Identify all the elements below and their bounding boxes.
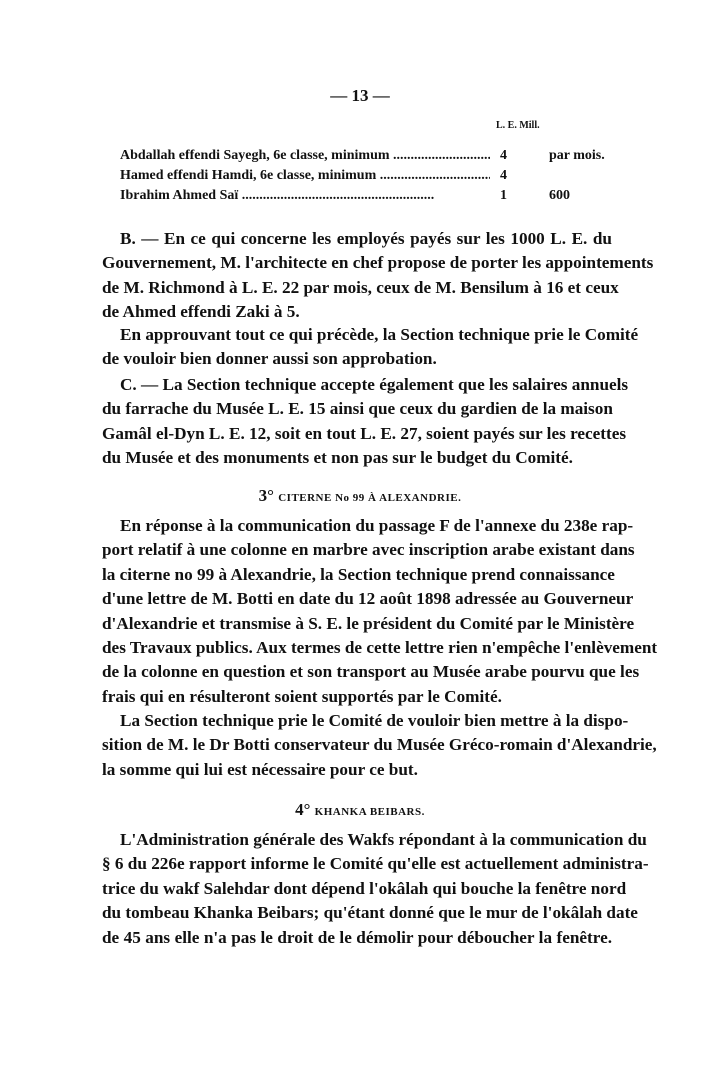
text-line: d'Alexandrie et transmise à S. E. le président du Comité par le Ministère bbox=[102, 613, 635, 633]
units-header: L. E. Mill. bbox=[496, 120, 540, 131]
text-line: d'une lettre de M. Botti en date du 12 août 1898 adressée au Gouverneur bbox=[102, 589, 634, 609]
row-label: Abdallah effendi Sayegh, 6e classe, minimum ..... bbox=[120, 148, 490, 164]
paragraph-wakfs bbox=[102, 828, 649, 950]
section-heading-4 bbox=[0, 800, 720, 820]
text-line: Gouvernement, M. l'architecte en chef propose de porter les appointements bbox=[102, 253, 654, 273]
row-le: 4 bbox=[500, 168, 507, 183]
text-line: B. — En ce qui concerne les employés payés sur les 1000 L. E. du bbox=[120, 229, 612, 248]
row-label: Ibrahim Ahmed Saï ..... bbox=[120, 188, 490, 204]
heading-number: 4° bbox=[295, 800, 311, 819]
text-line: port relatif à une colonne en marbre avec inscription arabe existant dans bbox=[102, 540, 635, 560]
table-row bbox=[120, 148, 620, 168]
row-mill: par mois. bbox=[549, 148, 605, 163]
paragraph-approval bbox=[102, 323, 639, 372]
page-number: — 13 — bbox=[330, 86, 390, 105]
text-line: En réponse à la communication du passage F de l'annexe du 238e rap- bbox=[120, 516, 634, 535]
paragraph-botti bbox=[102, 709, 657, 782]
heading-number: 3° bbox=[258, 486, 274, 505]
text-line: frais qui en résulteront soient supportés par le Comité. bbox=[102, 686, 502, 706]
text-line: En approuvant tout ce qui précède, la Section technique prie le Comité bbox=[120, 325, 639, 344]
text-line: trice du wakf Salehdar dont dépend l'okâlah qui bouche la fenêtre nord bbox=[102, 878, 627, 898]
text-line: la citerne no 99 à Alexandrie, la Section technique prend connaissance bbox=[102, 564, 615, 584]
section-heading-3 bbox=[0, 486, 720, 506]
text-line: de M. Richmond à L. E. 22 par mois, ceux de M. Bensilum à 16 et ceux bbox=[102, 277, 619, 297]
text-line: Gamâl el-Dyn L. E. 12, soit en tout L. E. 27, soient payés sur les recettes bbox=[102, 423, 627, 443]
text-line: de Ahmed effendi Zaki à 5. bbox=[102, 302, 300, 322]
text-line: de la colonne en question et son transport au Musée arabe pourvu que les bbox=[102, 662, 640, 682]
text-line: L'Administration générale des Wakfs répondant à la communication du bbox=[120, 830, 647, 849]
paragraph-b bbox=[102, 227, 654, 325]
text-line: de vouloir bien donner aussi son approbation. bbox=[102, 349, 437, 369]
paragraph-citerne bbox=[102, 514, 658, 709]
text-line: du tombeau Khanka Beibars; qu'étant donné que le mur de l'okâlah date bbox=[102, 903, 638, 923]
text-line: du Musée et des monuments et non pas sur le budget du Comité. bbox=[102, 448, 573, 468]
text-line: du farrache du Musée L. E. 15 ainsi que ceux du gardien de la maison bbox=[102, 399, 613, 419]
text-line: la somme qui lui est nécessaire pour ce but. bbox=[102, 759, 418, 779]
paragraph-c bbox=[102, 373, 629, 471]
text-line: sition de M. le Dr Botti conservateur du Musée Gréco-romain d'Alexandrie, bbox=[102, 735, 657, 755]
row-mill: 600 bbox=[549, 188, 570, 203]
text-line: La Section technique prie le Comité de vouloir bien mettre à la dispo- bbox=[120, 711, 629, 730]
row-label: Hamed effendi Hamdi, 6e classe, minimum ..... bbox=[120, 168, 490, 184]
heading-title: CITERNE No 99 À ALEXANDRIE. bbox=[278, 492, 462, 504]
row-le: 4 bbox=[500, 148, 507, 163]
table-row bbox=[120, 168, 620, 188]
text-line: des Travaux publics. Aux termes de cette lettre rien n'empêche l'enlèvement bbox=[102, 637, 658, 657]
text-line: C. — La Section technique accepte également que les salaires annuels bbox=[120, 375, 629, 394]
heading-title: KHANKA BEIBARS. bbox=[314, 806, 425, 818]
row-le: 1 bbox=[500, 188, 507, 203]
text-line: de 45 ans elle n'a pas le droit de le démolir pour déboucher la fenêtre. bbox=[102, 927, 612, 947]
text-line: § 6 du 226e rapport informe le Comité qu'elle est actuellement administra- bbox=[102, 854, 649, 874]
table-row bbox=[120, 188, 620, 208]
